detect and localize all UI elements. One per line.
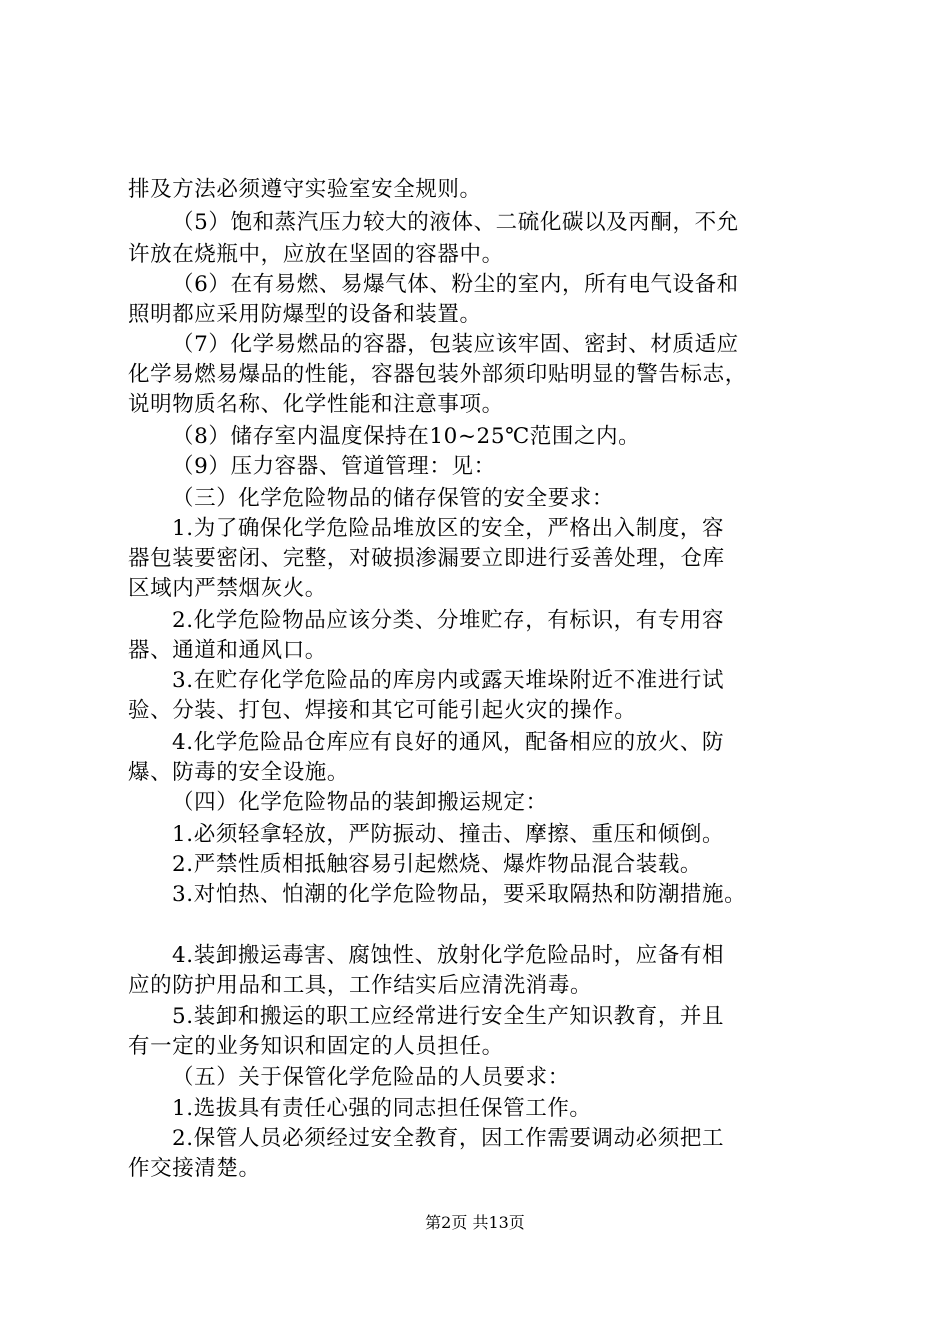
text-line: 2.保管人员必须经过安全教育，因工作需要调动必须把工	[172, 1126, 725, 1151]
text-line: 2.化学危险物品应该分类、分堆贮存，有标识，有专用容	[172, 608, 725, 633]
text-line: （5）饱和蒸汽压力较大的液体、二硫化碳以及丙酮，不允	[172, 210, 739, 235]
page-number-footer: 第2页 共13页	[425, 1213, 525, 1232]
text-line: （6）在有易燃、易爆气体、粉尘的室内，所有电气设备和	[172, 272, 739, 297]
text-line: 器、通道和通风口。	[128, 638, 327, 663]
text-line: 许放在烧瓶中，应放在坚固的容器中。	[128, 242, 504, 267]
text-line: 有一定的业务知识和固定的人员担任。	[128, 1034, 504, 1059]
text-line: 1.必须轻拿轻放，严防振动、撞击、摩擦、重压和倾倒。	[172, 822, 725, 847]
text-line: 3.对怕热、怕潮的化学危险物品，要采取隔热和防潮措施。	[172, 882, 747, 907]
text-line: 爆、防毒的安全设施。	[128, 760, 350, 785]
text-line: 化学易燃易爆品的性能，容器包装外部须印贴明显的警告标志，	[128, 362, 747, 387]
text-line: 1.为了确保化学危险品堆放区的安全，严格出入制度，容	[172, 516, 725, 541]
text-line: 2.严禁性质相抵触容易引起燃烧、爆炸物品混合装载。	[172, 852, 703, 877]
text-line: 照明都应采用防爆型的设备和装置。	[128, 302, 482, 327]
section-heading: （四）化学危险物品的装卸搬运规定：	[172, 790, 548, 815]
text-line: 说明物质名称、化学性能和注意事项。	[128, 392, 504, 417]
text-line: 器包装要密闭、完整，对破损渗漏要立即进行妥善处理，仓库	[128, 546, 725, 571]
section-heading: （五）关于保管化学危险品的人员要求：	[172, 1065, 570, 1090]
text-line: 排及方法必须遵守实验室安全规则。	[128, 177, 482, 202]
text-line: 区域内严禁烟灰火。	[128, 576, 327, 601]
text-line: 5.装卸和搬运的职工应经常进行安全生产知识教育，并且	[172, 1004, 725, 1029]
text-line: （7）化学易燃品的容器，包装应该牢固、密封、材质适应	[172, 332, 739, 357]
text-line: （8）储存室内温度保持在10~25℃范围之内。	[172, 424, 641, 449]
text-line: 1.选拔具有责任心强的同志担任保管工作。	[172, 1096, 592, 1121]
section-heading: （三）化学危险物品的储存保管的安全要求：	[172, 486, 615, 511]
text-line: 验、分装、打包、焊接和其它可能引起火灾的操作。	[128, 698, 637, 723]
text-line: 4.化学危险品仓库应有良好的通风，配备相应的放火、防	[172, 730, 725, 755]
text-line: 3.在贮存化学危险品的库房内或露天堆垛附近不准进行试	[172, 668, 725, 693]
text-line: 作交接清楚。	[128, 1156, 261, 1181]
text-line: 4.装卸搬运毒害、腐蚀性、放射化学危险品时，应备有相	[172, 943, 725, 968]
text-line: （9）压力容器、管道管理：见：	[172, 454, 496, 479]
text-line: 应的防护用品和工具，工作结实后应清洗消毒。	[128, 973, 593, 998]
